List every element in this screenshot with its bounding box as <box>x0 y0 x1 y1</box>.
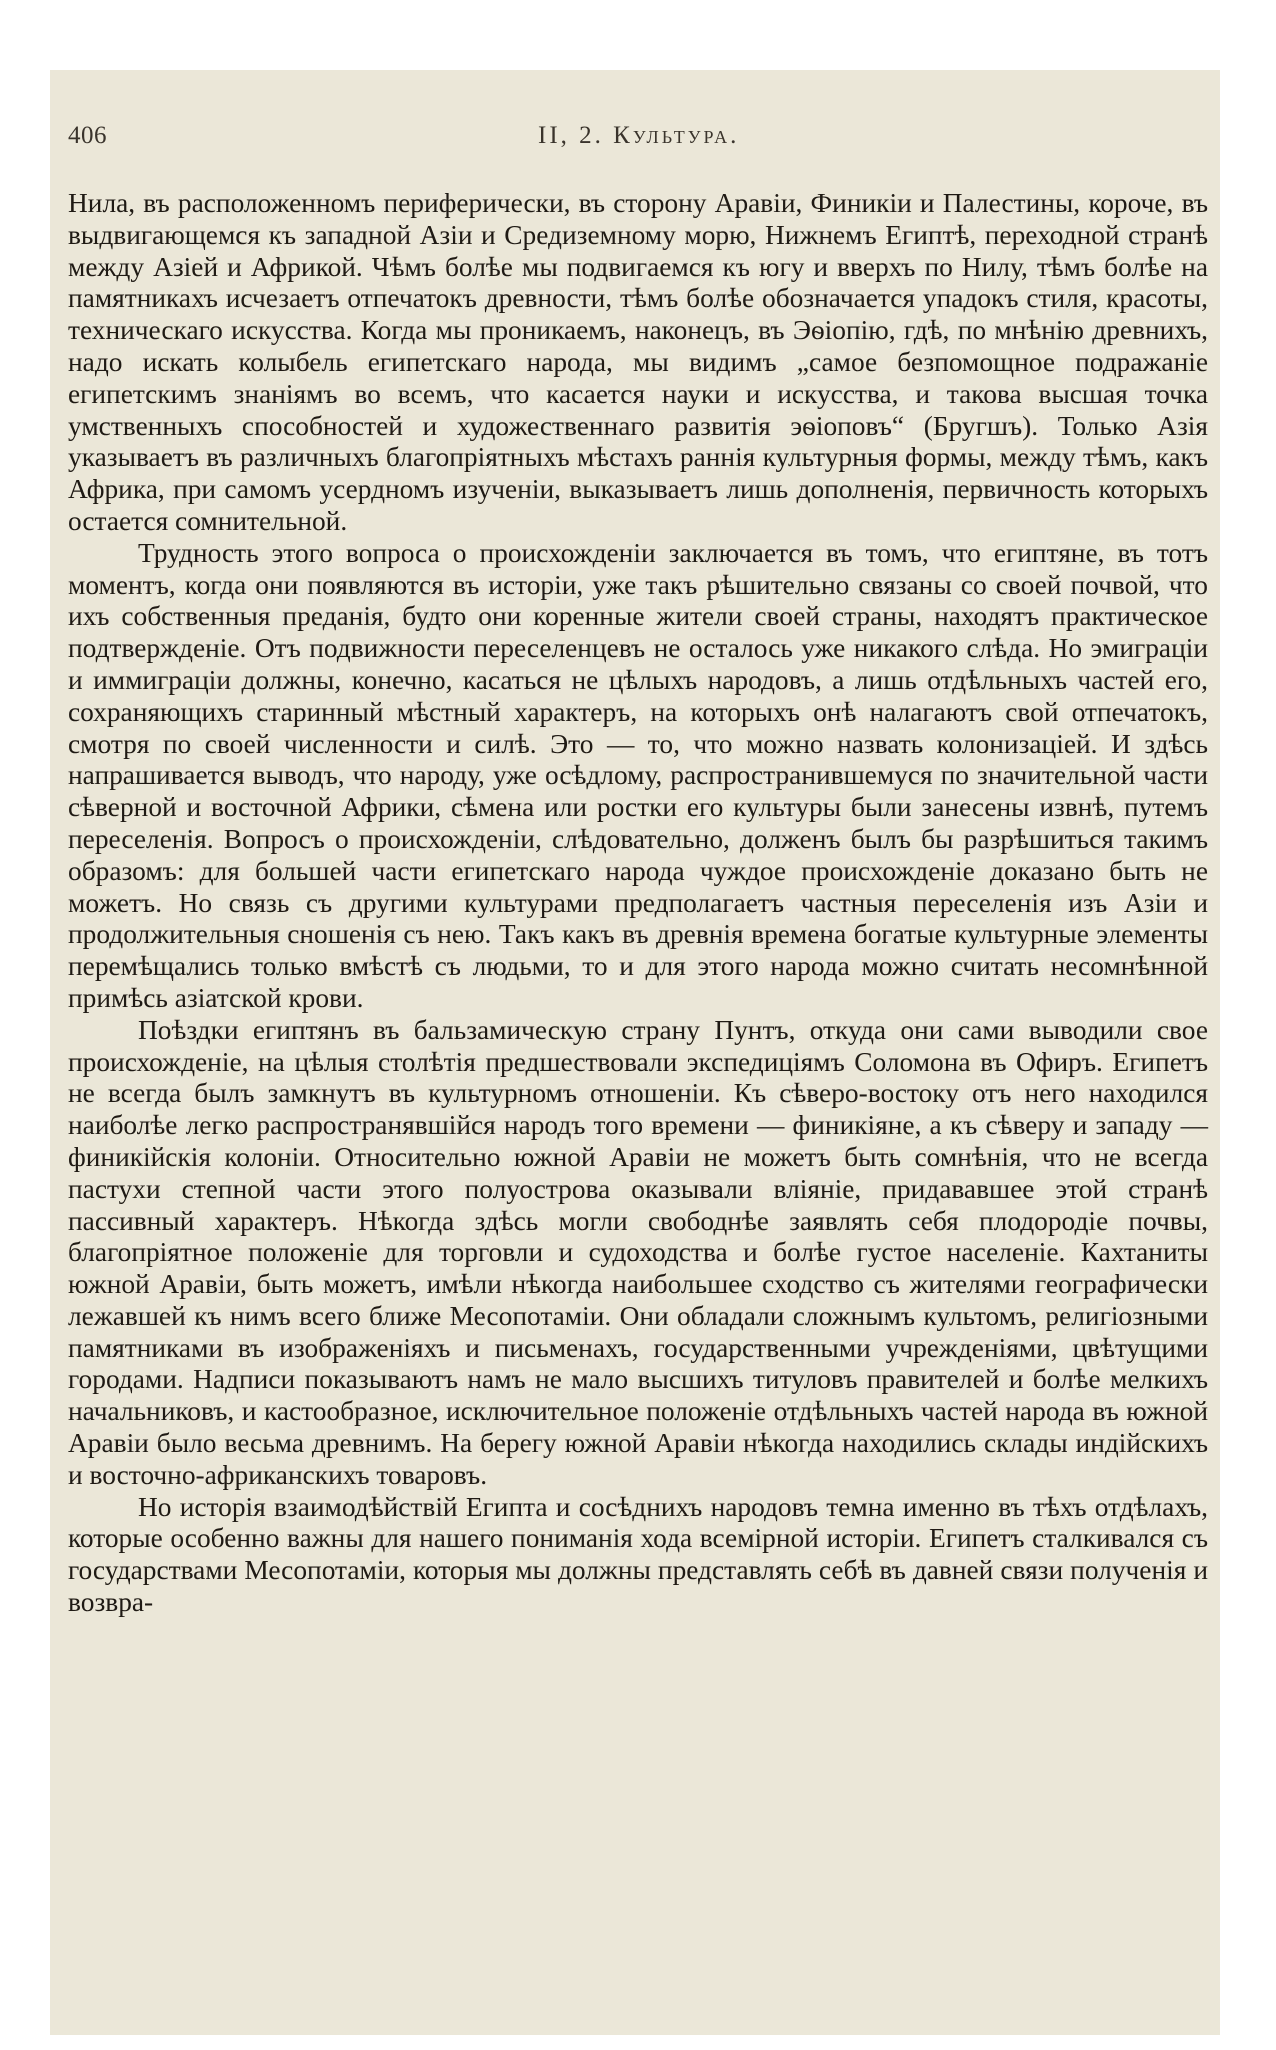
body-text <box>68 188 1208 1619</box>
running-head: II, 2. Культура. <box>538 122 740 149</box>
paragraph: Поѣздки египтянъ въ бальзамическую страну Пунтъ, откуда они сами выводили свое происхожденіе, на цѣлыя столѣтія предшествовали экспедиціямъ Соломона въ Офиръ. Египетъ не всегда былъ замкнутъ въ культурномъ отношеніи. Къ сѣверо-востоку отъ него находился наиболѣе легко распространявшійся народъ того времени — финикіяне, а къ сѣверу и западу — финикійскія колоніи. Относительно южной Аравіи не можетъ быть сомнѣнія, что не всегда пастухи степной части этого полуострова оказывали вліяніе, придававшее этой странѣ пассивный характеръ. Нѣкогда здѣсь могли свободнѣе заявлять себя плодородіе почвы, благопріятное положеніе для торговли и судоходства и болѣе густое населеніе. Кахтаниты южной Аравіи, быть можетъ, имѣли нѣкогда наибольшее сходство съ жителями географически лежавшей къ нимъ всего ближе Месопотаміи. Они обладали сложнымъ культомъ, религіозными памятниками въ изображеніяхъ и письменахъ, государственными учрежденіями, цвѣтущими городами. Надписи показываютъ намъ не мало высшихъ титуловъ правителей и болѣе мелкихъ начальниковъ, и кастообразное, исключительное положеніе отдѣльныхъ частей народа въ южной Аравіи было весьма древнимъ. На берегу южной Аравіи нѣкогда находились склады индійскихъ и восточно-африканскихъ товаровъ. <box>68 1014 1208 1490</box>
paragraph-continued: Нила, въ расположенномъ периферически, въ сторону Аравіи, Финикіи и Палестины, короче, въ выдвигающемся къ западной Азіи и Средиземному морю, Нижнемъ Египтѣ, переходной странѣ между Азіей и Африкой. Чѣмъ болѣе мы подвигаемся къ югу и вверхъ по Нилу, тѣмъ болѣе на памятникахъ исчезаетъ отпечатокъ древности, тѣмъ болѣе обозначается упадокъ стиля, красоты, техническаго искусства. Когда мы проникаемъ, наконецъ, въ Эѳіопію, гдѣ, по мнѣнію древнихъ, надо искать колыбель египетскаго народа, мы видимъ „самое безпомощное подражаніе египетскимъ знаніямъ во всемъ, что касается науки и искусства, и такова высшая точка умственныхъ способностей и художественнаго развитія эѳіоповъ“ (Бругшъ). Только Азія указываетъ въ различныхъ благопріятныхъ мѣстахъ раннія культурныя формы, между тѣмъ, какъ Африка, при самомъ усердномъ изученіи, выказываетъ лишь дополненія, первичность которыхъ остается сомнительной. <box>68 188 1208 536</box>
page-number: 406 <box>68 122 107 149</box>
page-header <box>68 122 1208 158</box>
paragraph: Но исторія взаимодѣйствій Египта и сосѣднихъ народовъ темна именно въ тѣхъ отдѣлахъ, которые особенно важны для нашего пониманія хода всемірной исторіи. Египетъ сталкивался съ государствами Месопотаміи, которыя мы должны представлять себѣ въ давней связи полученія и возвра- <box>68 1491 1208 1618</box>
paragraph: Трудность этого вопроса о происхожденіи заключается въ томъ, что египтяне, въ тотъ моментъ, когда они появляются въ исторіи, уже такъ рѣшительно связаны со своей почвой, что ихъ собственныя преданія, будто они коренные жители своей страны, находятъ практическое подтвержденіе. Отъ подвижности переселенцевъ не осталось уже никакого слѣда. Но эмиграціи и иммиграціи должны, конечно, касаться не цѣлыхъ народовъ, а лишь отдѣльныхъ частей его, сохраняющихъ старинный мѣстный характеръ, на которыхъ онѣ налагаютъ свой отпечатокъ, смотря по своей численности и силѣ. Это — то, что можно назвать колонизаціей. И здѣсь напрашивается выводъ, что народу, уже осѣдлому, распространившемуся по значительной части сѣверной и восточной Африки, сѣмена или ростки его культуры были занесены извнѣ, путемъ переселенія. Вопросъ о происхожденіи, слѣдовательно, долженъ былъ бы разрѣшиться такимъ образомъ: для большей части египетскаго народа чуждое происхожденіе доказано быть не можетъ. Но связь съ другими культурами предполагаетъ частныя переселенія изъ Азіи и продолжительныя сношенія съ нею. Такъ какъ въ древнія времена богатые культурные элементы перемѣщались только вмѣстѣ съ людьми, то и для этого народа можно считать несомнѣнной примѣсь азіатской крови. <box>68 537 1208 1013</box>
book-page <box>50 70 1220 2035</box>
